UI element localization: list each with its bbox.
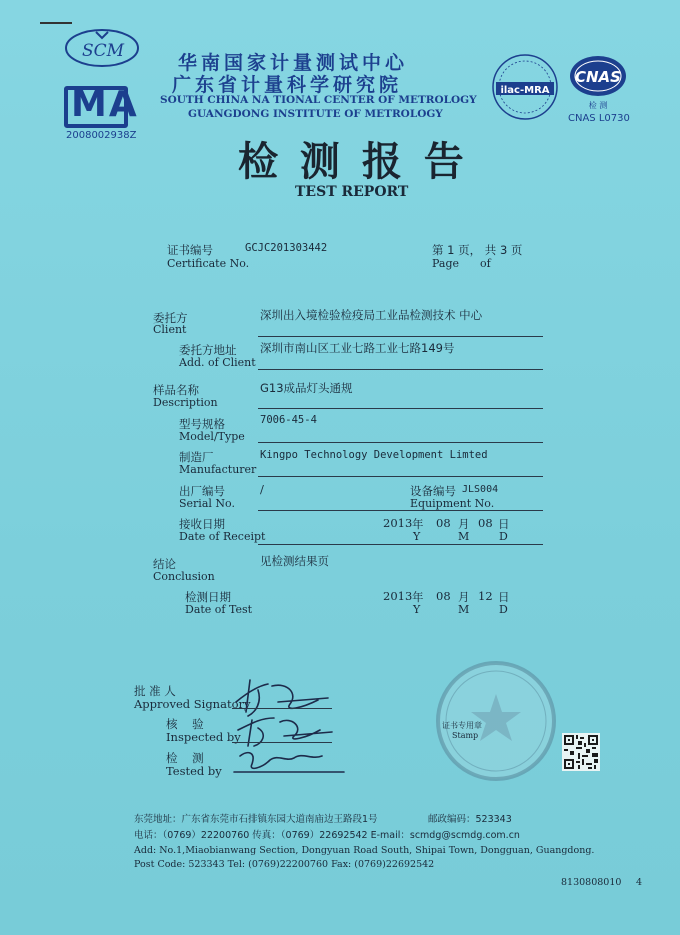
inspected-label-cn: 核 验 xyxy=(166,717,204,731)
title-en: TEST REPORT xyxy=(295,184,409,200)
receipt-m: M xyxy=(458,530,470,543)
client-addr-underline xyxy=(258,369,543,370)
stamp-label-en: Stamp xyxy=(452,731,479,740)
model-label-en: Model/Type xyxy=(179,430,245,443)
inspected-underline xyxy=(232,742,332,743)
receipt-day: 08 xyxy=(478,516,493,530)
client-label-cn: 委托方 xyxy=(153,311,188,325)
corner-dash xyxy=(40,22,72,24)
test-date-label-en: Date of Test xyxy=(185,603,253,616)
receipt-y: Y xyxy=(413,530,421,543)
client-underline xyxy=(258,336,543,337)
ilac-mra-logo xyxy=(490,52,560,122)
client-addr-value: 深圳市南山区工业七路工业七路149号 xyxy=(260,341,455,355)
page-indicator-en: Page of xyxy=(432,257,491,270)
serial-underline xyxy=(258,510,543,511)
serial-label-en: Serial No. xyxy=(179,497,235,510)
page-indicator-cn: 第 1 页， 共 3 页 xyxy=(432,243,523,257)
footer-postcode-cn: 邮政编码：523343 xyxy=(428,814,512,825)
description-value: G13成品灯头通规 xyxy=(260,381,353,395)
test-day: 12 xyxy=(478,589,493,603)
cnas-sub: 检 测 xyxy=(588,101,608,110)
model-underline xyxy=(258,442,543,443)
receipt-underline xyxy=(258,544,543,545)
title-cn: 检 测 报 告 xyxy=(238,139,468,185)
test-d: D xyxy=(499,603,508,616)
conclusion-label-cn: 结论 xyxy=(153,557,176,571)
ilac-text: ilac-MRA xyxy=(500,85,550,96)
manufacturer-value: Kingpo Technology Development Limted xyxy=(260,449,488,461)
tested-label-en: Tested by xyxy=(166,764,222,778)
stamp-label-cn: 证书专用章 xyxy=(442,721,482,730)
approved-label-en: Approved Signatory xyxy=(134,697,251,711)
signatures-handwriting xyxy=(228,672,348,784)
cma-text: MA xyxy=(71,84,139,125)
cnas-text: CNAS xyxy=(575,68,621,86)
manufacturer-underline xyxy=(258,476,543,477)
scm-text: SCM xyxy=(82,41,125,61)
receipt-year: 2013 xyxy=(383,516,413,530)
cma-code: 2008002938Z xyxy=(66,130,137,141)
test-year-unit: 年 xyxy=(412,590,424,604)
footer-serial: 8130808010 xyxy=(561,877,622,888)
conclusion-label-en: Conclusion xyxy=(153,570,215,583)
manufacturer-label-en: Manufacturer xyxy=(179,463,257,476)
receipt-year-unit: 年 xyxy=(412,517,424,531)
inspected-label-en: Inspected by xyxy=(166,730,241,744)
description-label-cn: 样品名称 xyxy=(153,383,199,397)
qr-code xyxy=(562,733,600,771)
cnas-code: CNAS L0730 xyxy=(568,113,630,124)
cnas-logo xyxy=(566,52,636,112)
model-label-cn: 型号规格 xyxy=(179,417,225,431)
equipment-label-en: Equipment No. xyxy=(410,497,495,510)
equipment-label-cn: 设备编号 xyxy=(410,484,456,498)
test-month-unit: 月 xyxy=(458,590,470,604)
receipt-d: D xyxy=(499,530,508,543)
test-date-label-cn: 检测日期 xyxy=(185,590,231,604)
org-name-cn-2: 广东省计量科学研究院 xyxy=(172,74,403,96)
serial-value: / xyxy=(260,482,264,496)
receipt-day-unit: 日 xyxy=(498,517,510,531)
footer-contact-en: Post Code: 523343 Tel: (0769)22200760 Fax: (0769)22692542 xyxy=(134,859,435,870)
test-y: Y xyxy=(413,603,421,616)
test-day-unit: 日 xyxy=(498,590,510,604)
footer-page-number: 4 xyxy=(636,877,643,888)
org-name-en-1: SOUTH CHINA NA TIONAL CENTER OF METROLOGY xyxy=(160,94,477,106)
client-label-en: Client xyxy=(153,323,187,336)
org-name-en-2: GUANGDONG INSTITUTE OF METROLOGY xyxy=(188,108,443,120)
scm-logo xyxy=(62,26,146,86)
serial-label-cn: 出厂编号 xyxy=(179,484,225,498)
certificate-number: GCJC201303442 xyxy=(245,242,328,254)
footer-contact-cn: 电话：（0769）22200760 传真：（0769）22692542 E-mail：scmdg@scmdg.com.cn xyxy=(134,830,520,841)
conclusion-value: 见检测结果页 xyxy=(260,554,329,568)
description-underline xyxy=(258,408,543,409)
tested-label-cn: 检 测 xyxy=(166,751,204,765)
org-name-cn-1: 华南国家计量测试中心 xyxy=(178,52,409,74)
client-value: 深圳出入境检验检疫局工业品检测技术 中心 xyxy=(260,308,483,322)
receipt-label-en: Date of Receipt xyxy=(179,530,266,543)
approved-label-cn: 批 准 人 xyxy=(134,684,176,698)
client-addr-label-cn: 委托方地址 xyxy=(179,343,237,357)
manufacturer-label-cn: 制造厂 xyxy=(179,450,214,464)
footer-address-en: Add: No.1,Miaobianwang Section, Dongyuan Road South, Shipai Town, Dongguan, Guangdong. xyxy=(134,845,595,856)
client-addr-label-en: Add. of Client xyxy=(179,356,256,369)
description-label-en: Description xyxy=(153,396,218,409)
receipt-label-cn: 接收日期 xyxy=(179,517,225,531)
test-m: M xyxy=(458,603,470,616)
footer-address-cn: 东莞地址：广东省东莞市石排镇东园大道南庙边王路段1号 xyxy=(134,814,378,825)
model-value: 7006-45-4 xyxy=(260,414,317,426)
certificate-label-en: Certificate No. xyxy=(167,257,250,270)
test-year: 2013 xyxy=(383,589,413,603)
receipt-month-unit: 月 xyxy=(458,517,470,531)
approved-underline xyxy=(232,708,332,709)
cma-logo xyxy=(64,84,139,128)
test-month: 08 xyxy=(436,589,451,603)
receipt-month: 08 xyxy=(436,516,451,530)
equipment-value: JLS004 xyxy=(462,484,499,495)
certificate-label-cn: 证书编号 xyxy=(167,243,213,257)
